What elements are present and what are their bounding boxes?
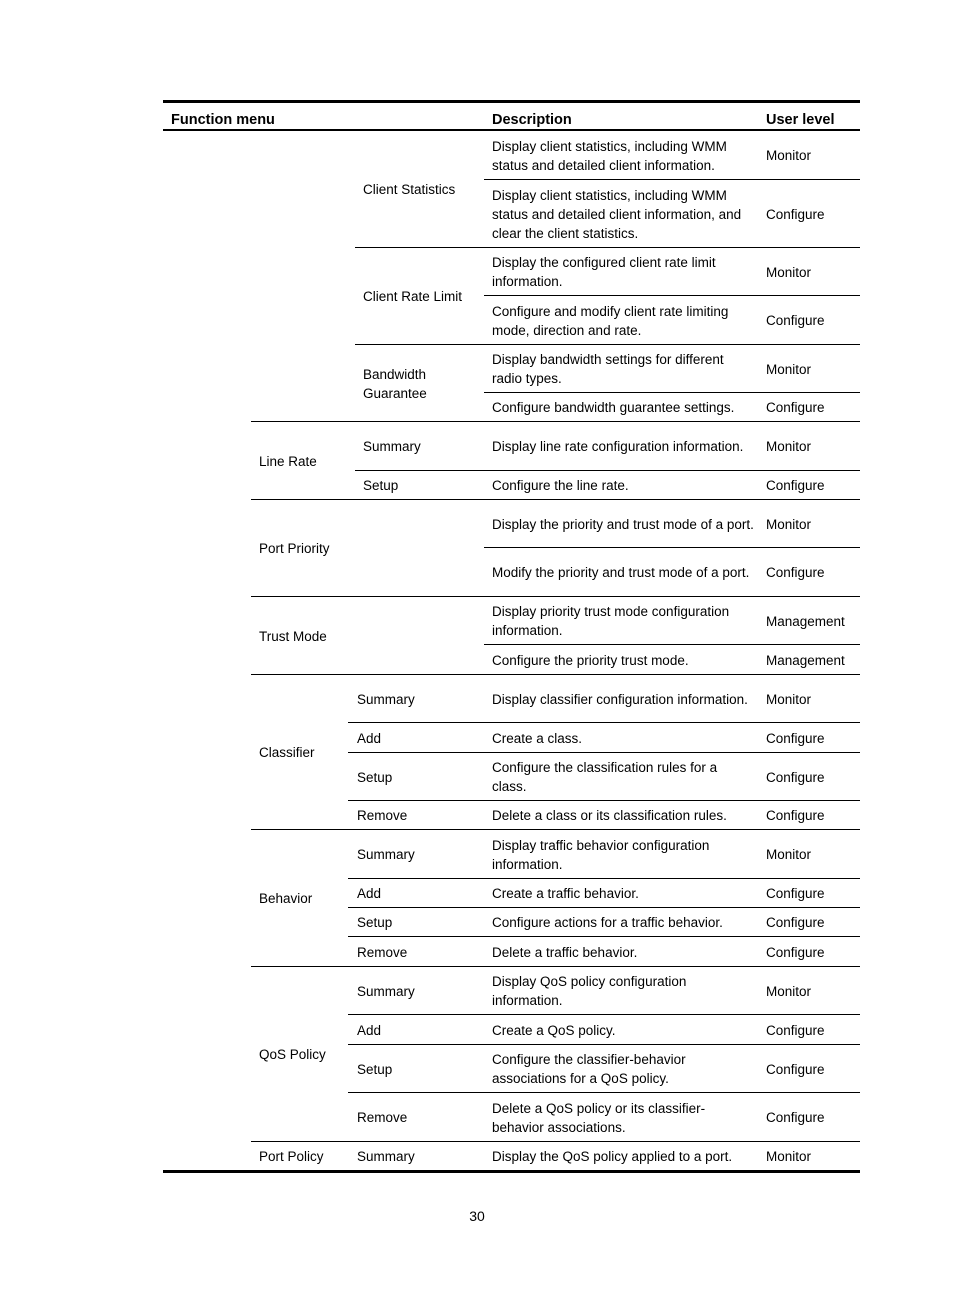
description-cell: Modify the priority and trust mode of a port.	[492, 565, 750, 580]
user-level-cell: Configure	[766, 313, 825, 328]
user-level-cell: Monitor	[766, 691, 812, 707]
menu-level2-cell: Remove	[357, 944, 408, 960]
menu-level2-cell: Summary	[357, 1148, 415, 1164]
menu-level2-cell: Client Rate Limit	[363, 289, 463, 304]
description-cell: Display traffic behavior configuration information.	[492, 837, 710, 872]
menu-level2-cell: Setup	[363, 478, 399, 493]
menu-level2-cell: Add	[357, 1022, 382, 1038]
menu-level2-cell: Setup	[357, 769, 393, 785]
description-cell: Display the QoS policy applied to a port.	[492, 1148, 733, 1164]
user-level-cell: Monitor	[766, 264, 812, 280]
menu-level2-cell: Setup	[357, 1061, 393, 1077]
header-user-level: User level	[766, 112, 835, 128]
menu-level2-cell	[355, 500, 484, 597]
menu-level2-cell: Add	[357, 886, 382, 901]
description-cell: Delete a QoS policy or its classifier-behavior associations.	[492, 1100, 706, 1135]
menu-level2-cell: Setup	[357, 915, 393, 930]
menu-level1-cell: Line Rate	[259, 453, 317, 469]
description-cell: Delete a traffic behavior.	[492, 944, 638, 960]
menu-level1-cell: Port Policy	[259, 1148, 324, 1164]
menu-level2-cell	[355, 597, 484, 675]
menu-level2-cell: Bandwidth Guarantee	[363, 366, 427, 401]
menu-level2-cell: Summary	[357, 847, 415, 862]
page-number: 30	[469, 1208, 485, 1224]
user-level-cell: Configure	[766, 478, 825, 493]
user-level-cell: Monitor	[766, 983, 812, 999]
user-level-cell: Monitor	[766, 439, 812, 454]
description-cell: Configure bandwidth guarantee settings.	[492, 400, 735, 415]
user-level-cell: Configure	[766, 808, 825, 823]
description-cell: Display priority trust mode configuration information.	[492, 604, 730, 638]
description-cell: Configure and modify client rate limiting mode, direction and rate.	[492, 303, 729, 338]
description-cell: Configure the priority trust mode.	[492, 652, 689, 668]
description-cell: Display bandwidth settings for different radio types.	[492, 352, 724, 386]
user-level-cell: Configure	[766, 769, 825, 785]
description-cell: Create a traffic behavior.	[492, 886, 639, 901]
menu-level2-cell: Add	[357, 730, 382, 746]
description-cell: Create a QoS policy.	[492, 1022, 616, 1038]
description-cell: Configure the classification rules for a class.	[492, 760, 718, 794]
menu-level2-cell: Summary	[357, 983, 415, 999]
user-level-cell: Configure	[766, 565, 825, 580]
user-level-cell: Configure	[766, 915, 825, 930]
description-cell: Display client statistics, including WMM status and detailed client information.	[492, 138, 727, 173]
user-level-cell: Configure	[766, 1022, 825, 1038]
user-level-cell: Configure	[766, 730, 825, 746]
description-cell: Display the configured client rate limit information.	[492, 255, 716, 289]
header-description: Description	[492, 112, 572, 128]
description-cell: Display client statistics, including WMM status and detailed client information, and clear the client statistics.	[492, 187, 742, 241]
table-top-rule	[163, 100, 860, 103]
description-cell: Configure actions for a traffic behavior.	[492, 915, 723, 930]
user-level-cell: Configure	[766, 400, 825, 415]
user-level-cell: Monitor	[766, 516, 812, 532]
user-level-cell: Configure	[766, 886, 825, 901]
menu-level2-cell: Remove	[357, 808, 408, 823]
user-level-cell: Monitor	[766, 361, 812, 377]
user-level-cell: Configure	[766, 1061, 825, 1077]
description-cell: Display the priority and trust mode of a port.	[492, 516, 754, 532]
description-cell: Configure the classifier-behavior associations for a QoS policy.	[492, 1052, 686, 1086]
header-function-menu: Function menu	[171, 112, 275, 128]
user-level-cell: Management	[766, 613, 845, 629]
user-level-cell: Monitor	[766, 148, 812, 163]
menu-level1-cell: Trust Mode	[259, 628, 327, 644]
user-level-cell: Management	[766, 652, 845, 668]
menu-level2-cell: Remove	[357, 1110, 408, 1125]
user-level-cell: Monitor	[766, 1148, 812, 1164]
user-level-cell: Configure	[766, 944, 825, 960]
menu-level1-cell: Port Priority	[259, 541, 330, 556]
description-cell: Display line rate configuration information.	[492, 439, 744, 454]
user-level-cell: Configure	[766, 206, 825, 222]
user-level-cell: Configure	[766, 1110, 825, 1125]
menu-level1-cell: Behavior	[259, 891, 313, 906]
description-cell: Display QoS policy configuration information.	[492, 974, 687, 1008]
menu-level1-cell: Classifier	[259, 745, 315, 760]
description-cell: Configure the line rate.	[492, 478, 629, 493]
menu-level1-cell: QoS Policy	[259, 1047, 326, 1062]
description-cell: Display classifier configuration information.	[492, 691, 748, 707]
description-cell: Create a class.	[492, 730, 583, 746]
menu-level2-cell: Summary	[363, 439, 421, 454]
user-level-cell: Monitor	[766, 847, 812, 862]
description-cell: Delete a class or its classification rules.	[492, 808, 727, 823]
menu-level2-cell: Summary	[357, 691, 415, 707]
menu-level2-cell: Client Statistics	[363, 182, 456, 197]
table-bottom-rule	[163, 1170, 860, 1173]
